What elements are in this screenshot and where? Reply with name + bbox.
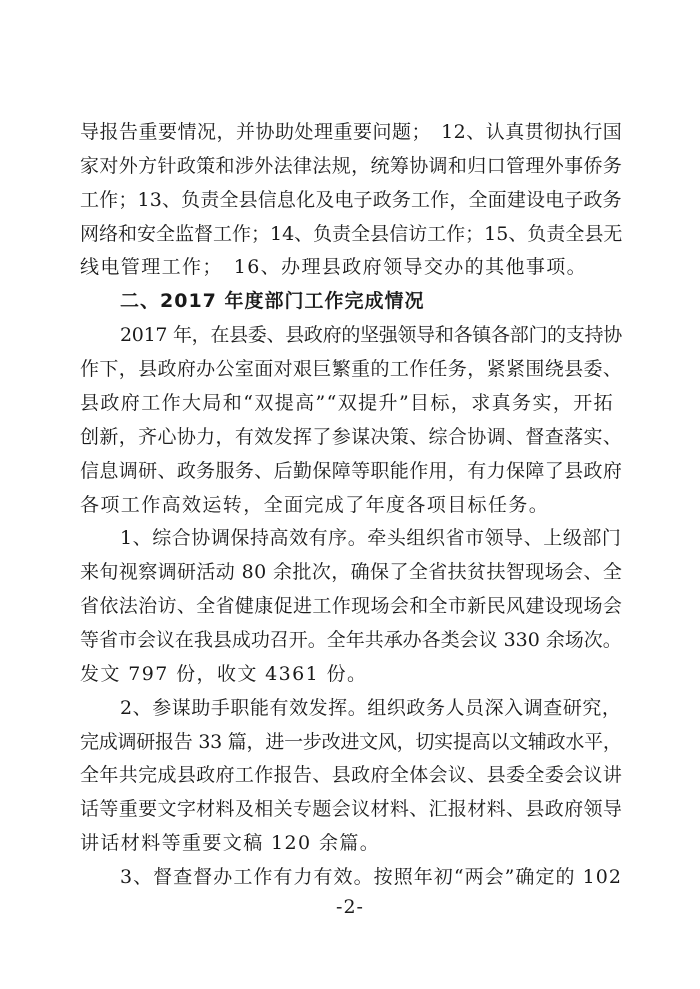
- paragraph-first-line: 3、督查督办工作有力有效。按照年初“两会”确定的 102: [120, 866, 623, 888]
- body-text-line: 等省市会议在我县成功召开。全年共承办各类会议 330 余场次。: [80, 629, 622, 651]
- body-text-line: 各项工作高效运转，全面完成了年度各项目标任务。: [80, 494, 550, 516]
- body-text-line: 导报告重要情况，并协助处理重要问题； 12、认真贯彻执行国: [80, 121, 623, 143]
- body-text-line: 作下，县政府办公室面对艰巨繁重的工作任务，紧紧围绕县委、: [80, 358, 623, 380]
- body-text-line: 创新，齐心协力，有效发挥了参谋决策、综合协调、督查落实、: [80, 426, 623, 448]
- body-text-line: 发文 797 份，收文 4361 份。: [80, 663, 368, 685]
- body-text-line: 来旬视察调研活动 80 余批次，确保了全省扶贫扶智现场会、全: [80, 561, 623, 583]
- page-number: -2-: [336, 896, 364, 918]
- body-text-line: 县政府工作大局和“双提高”“双提升”目标，求真务实，开拓: [80, 392, 615, 414]
- paragraph-first-line: 2、参谋助手职能有效发挥。组织政务人员深入调查研究，: [120, 697, 622, 719]
- body-text-line: 讲话材料等重要文稿 120 余篇。: [80, 832, 381, 854]
- body-text-line: 省依法治访、全省健康促进工作现场会和全市新民风建设现场会: [80, 595, 623, 617]
- body-text-line: 网络和安全监督工作；14、负责全县信访工作；15、负责全县无: [80, 223, 623, 245]
- body-text-line: 信息调研、政务服务、后勤保障等职能作用，有力保障了县政府: [80, 460, 623, 482]
- body-text-line: 工作；13、负责全县信息化及电子政务工作，全面建设电子政务: [80, 189, 622, 211]
- paragraph-first-line: 2017 年，在县委、县政府的坚强领导和各镇各部门的支持协: [120, 324, 622, 346]
- body-text-line: 完成调研报告 33 篇，进一步改进文风，切实提高以文辅政水平，: [80, 731, 622, 753]
- body-text-line: 话等重要文字材料及相关专题会议材料、汇报材料、县政府领导: [80, 798, 623, 820]
- section-heading: 二、2017 年度部门工作完成情况: [120, 290, 425, 312]
- body-text-line: 家对外方针政策和涉外法律法规，统筹协调和归口管理外事侨务: [80, 155, 623, 177]
- body-text-line: 线电管理工作； 16、办理县政府领导交办的其他事项。: [80, 256, 588, 278]
- body-text-line: 全年共完成县政府工作报告、县政府全体会议、县委全委会议讲: [80, 764, 623, 786]
- paragraph-first-line: 1、综合协调保持高效有序。牵头组织省市领导、上级部门: [120, 527, 622, 549]
